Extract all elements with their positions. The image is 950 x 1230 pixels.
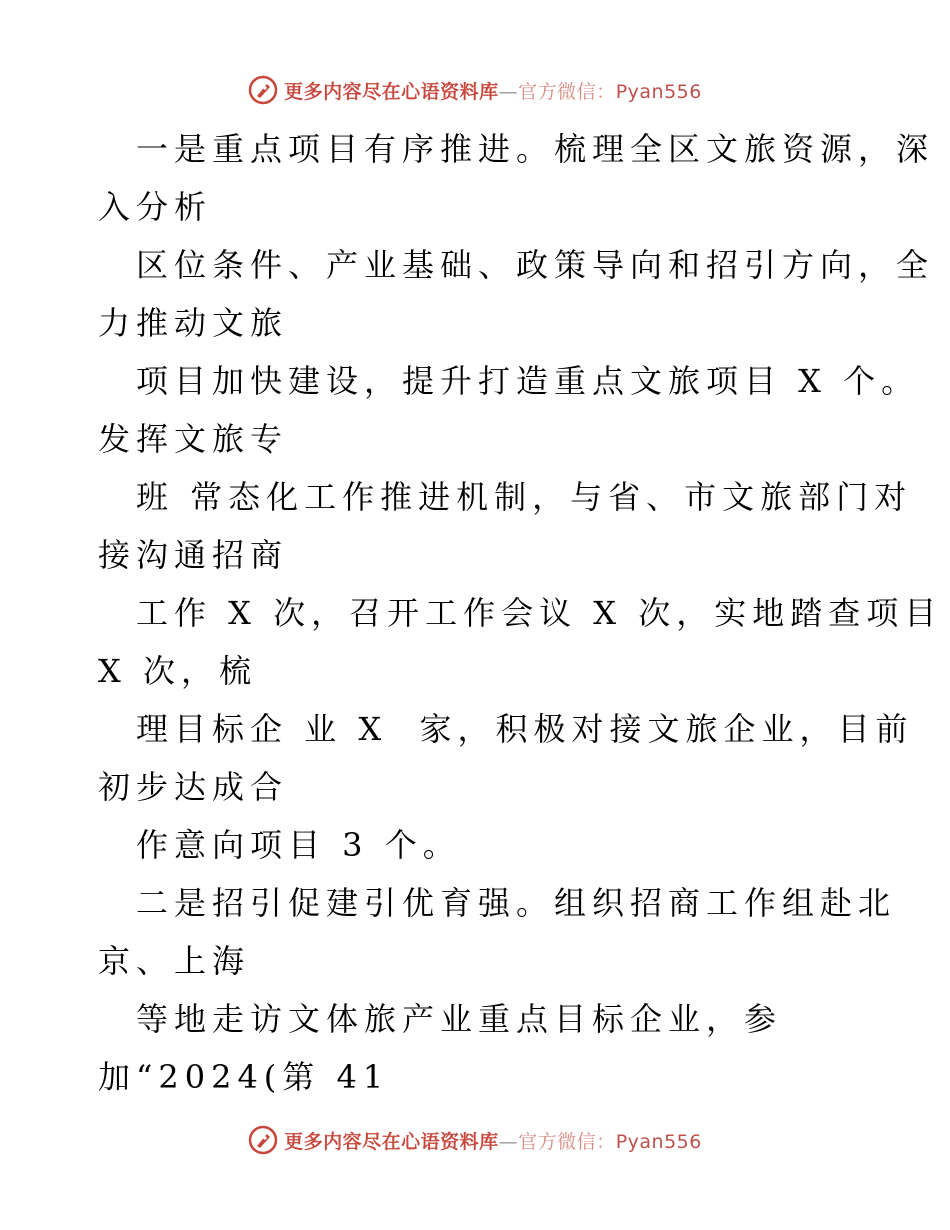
body-line: 力推动文旅 (98, 304, 289, 342)
body-line: 理目标企 业 X 家，积极对接文旅企业，目前 (136, 710, 914, 748)
header-watermark (0, 70, 950, 110)
watermark-wechat-id: Pyan556 (615, 80, 702, 103)
watermark-brand: 更多内容尽在心语资料库 (284, 1130, 499, 1153)
document-body (98, 120, 943, 1106)
body-line: 发挥文旅专 (98, 420, 289, 458)
body-line: 区位条件、产业基础、政策导向和招引方向，全 (136, 246, 935, 284)
body-line: 加“2024(第 41 (98, 1058, 390, 1096)
watermark-text (284, 77, 702, 104)
body-line: 等地走访文体旅产业重点目标企业，参 (136, 1000, 783, 1038)
watermark-separator: — (498, 80, 519, 103)
body-line: X 次，梳 (98, 652, 257, 690)
body-line: 初步达成合 (98, 768, 289, 806)
body-line: 接沟通招商 (98, 536, 289, 574)
body-line: 班 常态化工作推进机制，与省、市文旅部门对 (136, 478, 913, 516)
watermark-brand: 更多内容尽在心语资料库 (284, 80, 499, 103)
watermark-text (284, 1127, 702, 1154)
body-line: 一是重点项目有序推进。梳理全区文旅资源，深 (136, 130, 935, 168)
body-line: 作意向项目 3 个。 (136, 826, 461, 864)
body-line: 工作 X 次，召开工作会议 X 次，实地踏查项目 (136, 594, 943, 632)
footer-watermark (0, 1120, 950, 1160)
pen-nib-logo-icon (248, 75, 278, 105)
body-line: 二是招引促建引优育强。组织招商工作组赴北 (136, 884, 897, 922)
watermark-official: 官方微信： (518, 80, 616, 103)
watermark-separator: — (498, 1130, 519, 1153)
body-line: 入分析 (98, 188, 213, 226)
watermark-official: 官方微信： (518, 1130, 616, 1153)
body-line: 京、上海 (98, 942, 251, 980)
pen-nib-logo-icon (248, 1125, 278, 1155)
body-line: 项目加快建设，提升打造重点文旅项目 X 个。 (136, 362, 920, 400)
watermark-wechat-id: Pyan556 (615, 1130, 702, 1153)
